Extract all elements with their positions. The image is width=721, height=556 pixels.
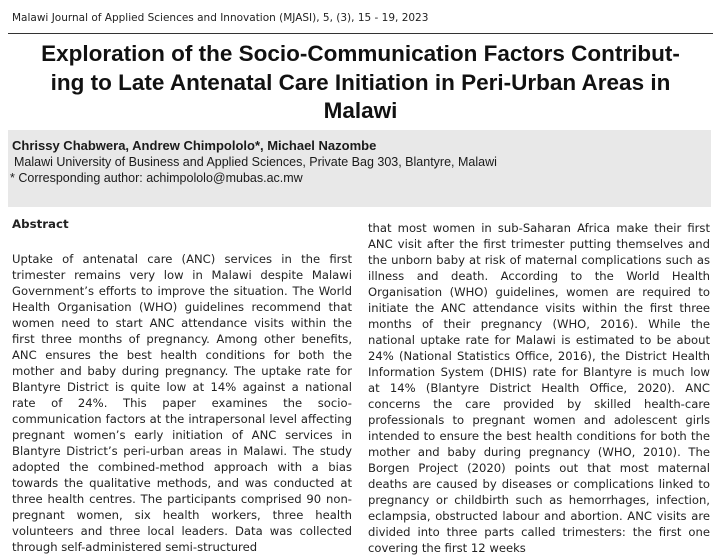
abstract-text: Uptake of antenatal care (ANC) services in the first trimester remains very low in Malawi despite Malawi Government’s efforts to improve the situation. The World Health Organisation (WHO) guidelines recommend that women need to start ANC attendance visits within the first three months of pregnancy. Among other benefits, ANC ensures the best health conditions for both the mother and baby during pregnancy. The uptake rate for Blantyre District is quite low at 14% against a national rate of 24%. This paper examines the socio-communication factors at the intrapersonal level affecting pregnant women’s early initiation of ANC services in Blantyre District’s peri-urban areas in Malawi. The study adopted the combined-method approach with a bias towards the qualitative methods, and was conducted at three health centres. The participants comprised 90 non-pregnant women, six health workers, three health volunteers and three local leaders. Data was collected through self-administered semi-structured bbox=[12, 252, 352, 554]
header-divider bbox=[8, 33, 713, 34]
title-line-3: Malawi bbox=[323, 98, 398, 123]
author-info-box bbox=[8, 130, 711, 207]
author-list: Chrissy Chabwera, Andrew Chimpololo*, Michael Nazombe bbox=[12, 138, 377, 153]
right-column bbox=[368, 220, 710, 556]
paper-title bbox=[8, 40, 713, 126]
body-text: that most women in sub-Saharan Africa make their first ANC visit after the first trimester putting themselves and the unborn baby at risk of maternal complications such as illness and death. According to the World Health Organisation (WHO) guidelines, women are required to initiate the ANC attendance visits within the first three months of their pregnancy (WHO, 2016). While the national uptake rate for Malawi is estimated to be about 24% (National Statistics Office, 2016), the District Health Information System (DHIS) rate for Blantyre is much low at 14% (Blantyre District Health Office, 2020). ANC concerns the care provided by skilled health-care professionals to pregnant women and adolescent girls intended to ensure the best health conditions for both the mother and baby during pregnancy (WHO, 2010). The Borgen Project (2020) points out that most maternal deaths are caused by diseases or complications linked to pregnancy or childbirth such as hemorrhages, infection, eclampsia, obstructed labour and abortion. ANC visits are divided into three parts called trimesters: the first one covering the first 12 weeks bbox=[368, 221, 710, 555]
abstract-heading: Abstract bbox=[12, 217, 69, 231]
left-column bbox=[12, 216, 352, 555]
author-affiliation: Malawi University of Business and Applied Sciences, Private Bag 303, Blantyre, Malawi bbox=[14, 155, 497, 169]
title-line-2: ing to Late Antenatal Care Initiation in Peri-Urban Areas in bbox=[50, 69, 671, 95]
corresponding-author: * Corresponding author: achimpololo@mubas.ac.mw bbox=[10, 171, 303, 185]
journal-running-header: Malawi Journal of Applied Sciences and Innovation (MJASI), 5, (3), 15 - 19, 2023 bbox=[12, 12, 429, 24]
title-line-1: Exploration of the Socio-Communication Factors Contribut- bbox=[41, 41, 680, 66]
